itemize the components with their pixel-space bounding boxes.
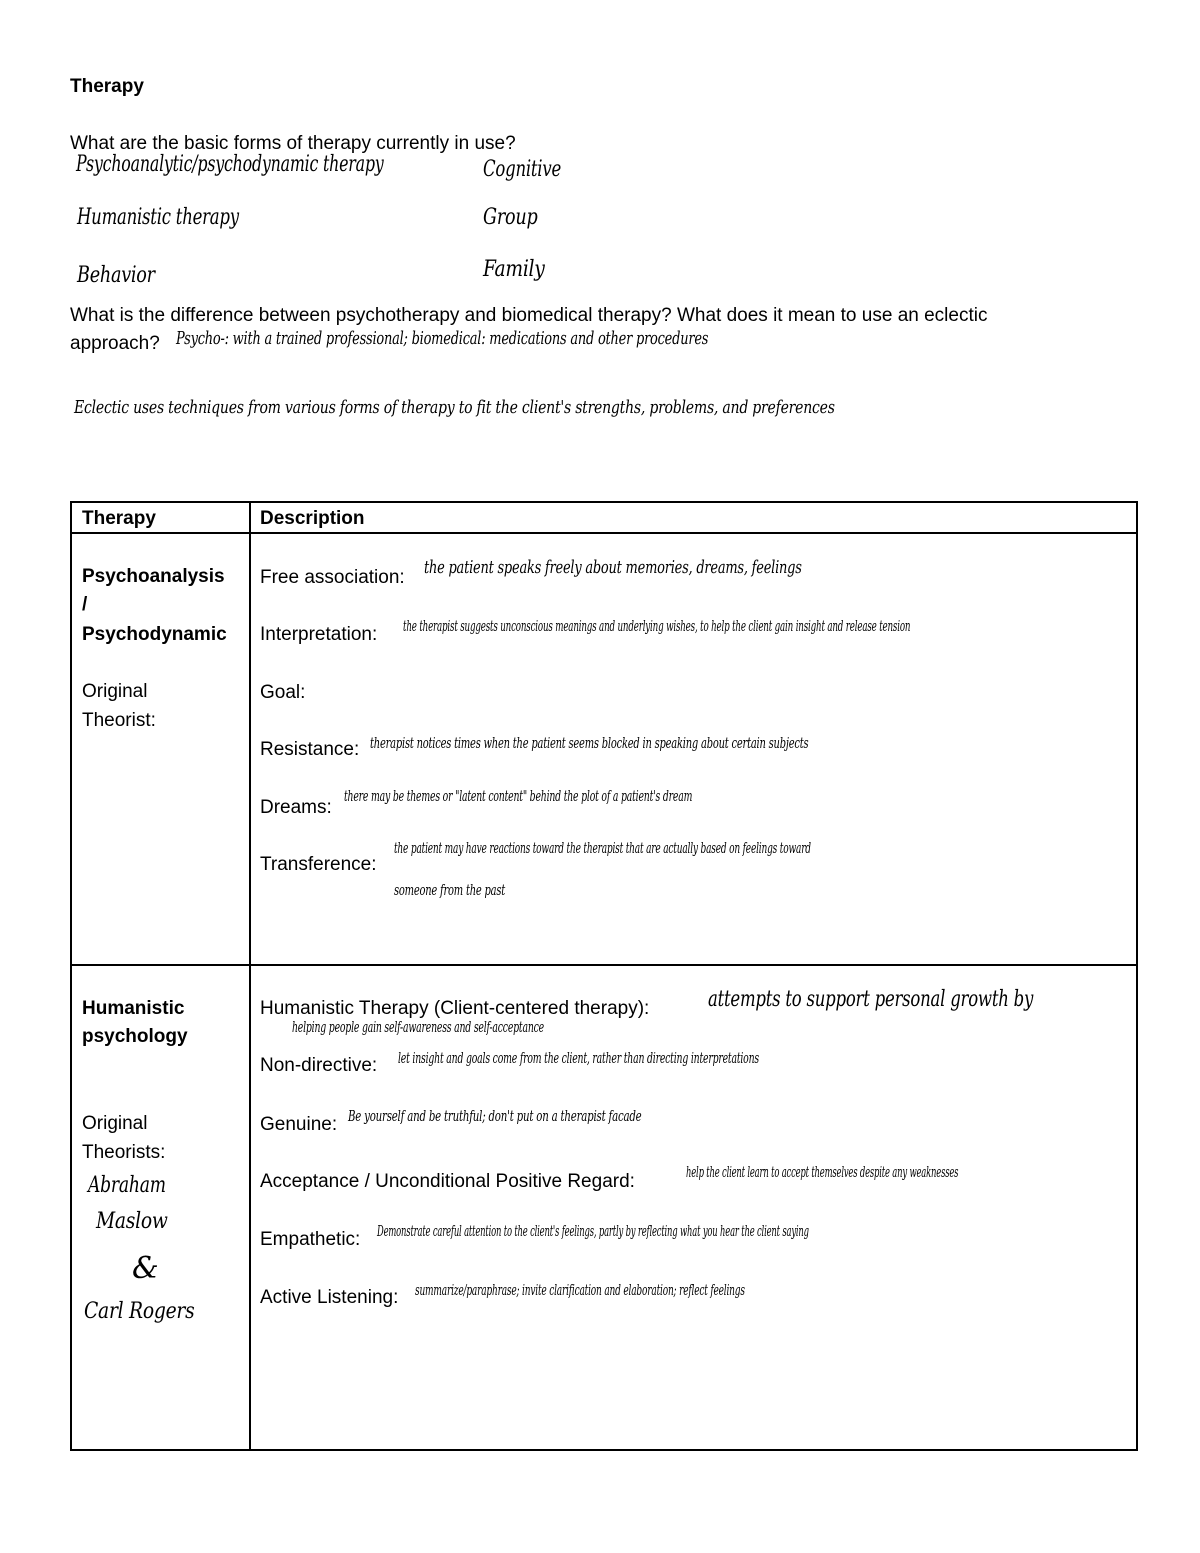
answer-psychoanalytic: Psychoanalytic/psychodynamic therapy (76, 152, 384, 177)
theorist-ampersand: & (132, 1251, 159, 1286)
answer-cognitive: Cognitive (483, 157, 561, 182)
header-divider (72, 532, 1136, 534)
row1-therapy-line3: Psychodynamic (82, 624, 227, 645)
answer-humanistic-line2: helping people gain self-awareness and self-acceptance (292, 1018, 544, 1036)
column-divider (249, 503, 251, 1449)
question-2-prompt-line2: approach? (70, 333, 160, 354)
answer-group: Group (483, 205, 538, 230)
theorist-maslow: Maslow (96, 1209, 168, 1234)
row2-theorist-label-1: Original (82, 1113, 148, 1134)
answer-transference-line2: someone from the past (394, 881, 506, 899)
term-label: Free association: (260, 567, 405, 588)
answer-transference-line1: the patient may have reactions toward the therapist that are actually based on feelings toward (394, 839, 811, 857)
answer-active-listening: summarize/paraphrase; invite clarification and elaboration; reflect feelings (415, 1281, 745, 1299)
theorist-carl-rogers: Carl Rogers (84, 1299, 195, 1324)
answer-humanistic-line1: attempts to support personal growth by (708, 987, 1034, 1012)
row2-therapy-line2: psychology (82, 1026, 188, 1047)
term-label: Interpretation: (260, 624, 378, 645)
term-non-directive: Non-directive: (260, 1055, 378, 1076)
term-interpretation (260, 624, 377, 646)
term-acceptance: Acceptance / Unconditional Positive Regard: (260, 1171, 635, 1192)
answer-dreams: there may be themes or "latent content" behind the plot of a patient's dream (344, 787, 693, 805)
page-title: Therapy (70, 76, 144, 97)
answer-non-directive: let insight and goals come from the client, rather than directing interpretations (398, 1049, 759, 1067)
answer-genuine: Be yourself and be truthful; don't put on a therapist facade (348, 1107, 642, 1125)
answer-interpretation: the therapist suggests unconscious meanings and underlying wishes, to help the client gain insight and release tension (403, 617, 911, 635)
row1-theorist-label-1: Original (82, 681, 148, 702)
term-humanistic-therapy: Humanistic Therapy (Client-centered therapy): (260, 998, 650, 1019)
term-dreams: Dreams: (260, 797, 332, 818)
header-therapy: Therapy (82, 508, 156, 529)
row-divider (72, 964, 1136, 966)
answer-behavior: Behavior (77, 263, 155, 288)
answer-family: Family (483, 257, 545, 282)
answer-resistance: therapist notices times when the patient seems blocked in speaking about certain subjects (370, 734, 809, 752)
answer-humanistic: Humanistic therapy (77, 205, 239, 230)
question-1-prompt: What are the basic forms of therapy currently in use? (70, 133, 516, 154)
answer-empathetic: Demonstrate careful attention to the client's feelings, partly by reflecting what you hear the client saying (377, 1222, 809, 1240)
row2-theorist-label-2: Theorists: (82, 1142, 166, 1163)
term-active-listening: Active Listening: (260, 1287, 399, 1308)
header-description: Description (260, 508, 365, 529)
row2-therapy-line1: Humanistic (82, 998, 185, 1019)
term-resistance: Resistance: (260, 739, 360, 760)
therapy-table (70, 501, 1138, 1451)
term-transference: Transference: (260, 854, 377, 875)
row1-therapy-line1: Psychoanalysis (82, 566, 225, 587)
answer-eclectic: Eclectic uses techniques from various forms of therapy to fit the client's strengths, problems, and preferences (74, 397, 835, 418)
row1-theorist-label-2: Theorist: (82, 710, 156, 731)
term-empathetic: Empathetic: (260, 1229, 361, 1250)
term-free-association (260, 567, 405, 589)
answer-psycho-vs-biomedical: Psycho-: with a trained professional; biomedical: medications and other procedures (176, 328, 709, 349)
term-goal: Goal: (260, 682, 306, 703)
answer-acceptance: help the client learn to accept themselves despite any weaknesses (686, 1163, 959, 1181)
term-genuine: Genuine: (260, 1114, 338, 1135)
row1-therapy-line2: / (82, 594, 88, 615)
theorist-abraham: Abraham (88, 1173, 166, 1198)
answer-free-association: the patient speaks freely about memories, dreams, feelings (424, 557, 802, 578)
question-2-prompt-line1: What is the difference between psychotherapy and biomedical therapy? What does it mean to use an eclectic (70, 305, 988, 326)
